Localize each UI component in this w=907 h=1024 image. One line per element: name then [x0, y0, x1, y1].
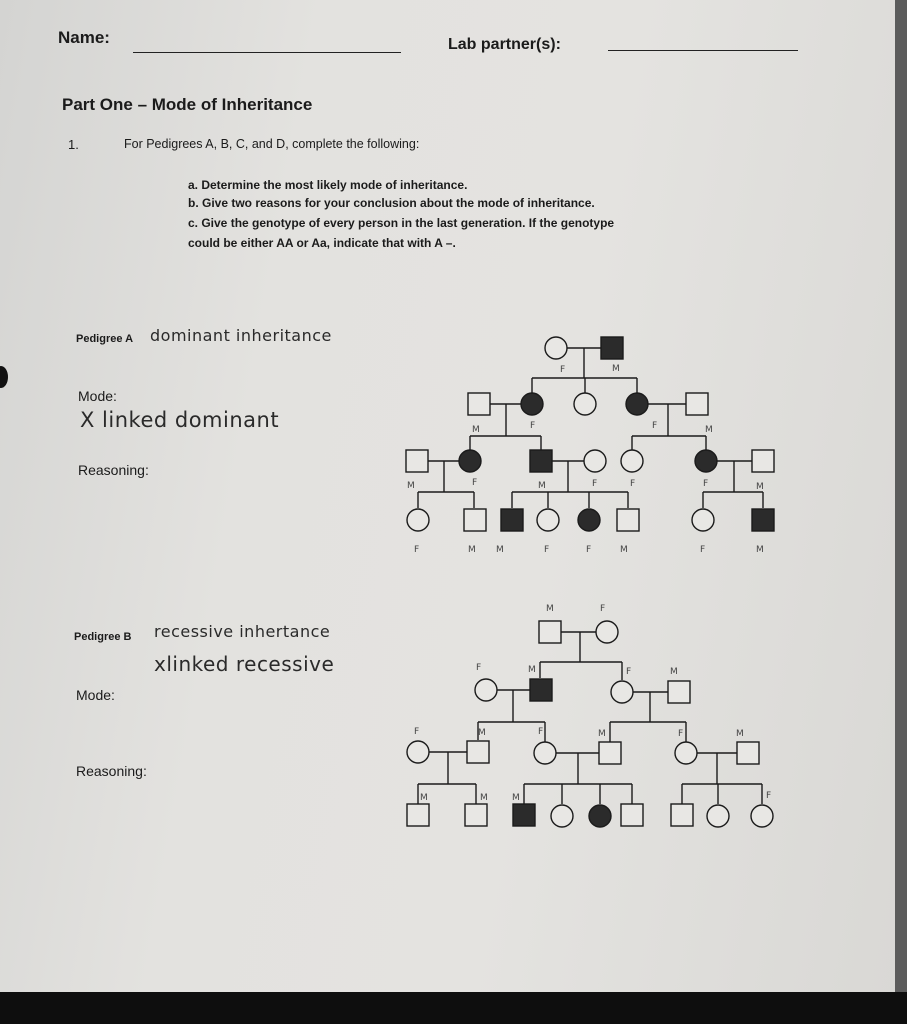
pa-g4-female2	[537, 509, 559, 531]
pa-ann-g1-m: M	[612, 364, 620, 374]
pa-g4-female1	[407, 509, 429, 531]
pb-ann-g4-f: F	[766, 791, 772, 801]
pa-ann-g3-f4: F	[703, 479, 709, 489]
pb-ann-g1-f: F	[600, 604, 606, 614]
pa-ann-g4-1: M	[468, 545, 476, 555]
pedigree-b-handwritten-answer: xlinked recessive	[154, 652, 335, 676]
pa-g3-female3	[621, 450, 643, 472]
pa-ann-g4-5: M	[620, 545, 628, 555]
pa-ann-g4-7: M	[756, 545, 764, 555]
pb-ann-g3-f3: F	[678, 729, 684, 739]
pa-g3-female1-affected	[459, 450, 481, 472]
pa-g4-male3	[617, 509, 639, 531]
pb-ann-g3-m3: M	[736, 729, 744, 739]
instruction-c-continued: could be either AA or Aa, indicate that with A –.	[188, 236, 456, 250]
pa-g4-female4	[692, 509, 714, 531]
pa-g2-female1-affected	[521, 393, 543, 415]
pb-g3-female2	[534, 742, 556, 764]
pa-ann-g3-m2: M	[538, 481, 546, 491]
pb-g4-female4	[751, 805, 773, 827]
pb-ann-g2-f1: F	[476, 663, 482, 673]
instruction-b: b. Give two reasons for your conclusion about the mode of inheritance.	[188, 196, 595, 210]
pa-ann-g4-3: F	[544, 545, 550, 555]
pb-g4-male3-affected	[513, 804, 535, 826]
pa-g3-female2	[584, 450, 606, 472]
pb-ann-g4-m1: M	[420, 793, 428, 803]
table-background	[0, 992, 907, 1024]
question-number: 1.	[68, 137, 79, 152]
instruction-a: a. Determine the most likely mode of inheritance.	[188, 178, 468, 192]
pb-ann-g3-m2: M	[598, 729, 606, 739]
pa-ann-g2-m1: M	[472, 425, 480, 435]
pa-g3-male3	[752, 450, 774, 472]
pa-g2-male1	[468, 393, 490, 415]
pb-g3-male2	[599, 742, 621, 764]
pedigree-b-mode-label: Mode:	[76, 687, 115, 703]
pa-g1-female	[545, 337, 567, 359]
pb-g2-male1-affected	[530, 679, 552, 701]
pa-ann-g2-f1: F	[530, 421, 536, 431]
pb-ann-g3-m1: M	[478, 728, 486, 738]
pb-g4-female2-affected	[589, 805, 611, 827]
pb-g3-male3	[737, 742, 759, 764]
pb-g1-female	[596, 621, 618, 643]
pb-ann-g2-m2: M	[670, 667, 678, 677]
pa-ann-g3-f3: F	[630, 479, 636, 489]
pa-g3-female4-affected	[695, 450, 717, 472]
pa-g1-male-affected	[601, 337, 623, 359]
pb-ann-g4-m3: M	[512, 793, 520, 803]
pb-g4-female3	[707, 805, 729, 827]
pa-g4-male1	[464, 509, 486, 531]
pedigree-a-mode-label: Mode:	[78, 388, 117, 404]
pa-g2-male2	[686, 393, 708, 415]
pedigree-a-handwritten-title: dominant inheritance	[150, 326, 332, 345]
pb-ann-g1-m: M	[546, 604, 554, 614]
pb-ann-g2-f2: F	[626, 667, 632, 677]
pb-g4-female1	[551, 805, 573, 827]
pb-g3-male1	[467, 741, 489, 763]
pa-g3-male2-affected	[530, 450, 552, 472]
question-text: For Pedigrees A, B, C, and D, complete the following:	[124, 137, 420, 151]
pb-ann-g3-f1: F	[414, 727, 420, 737]
lab-partner-label: Lab partner(s):	[448, 36, 561, 53]
pedigree-a-label: Pedigree A	[76, 333, 134, 345]
pa-ann-g4-2: M	[496, 545, 504, 555]
pb-g4-male2	[465, 804, 487, 826]
pa-g3-male1	[406, 450, 428, 472]
pb-g4-male1	[407, 804, 429, 826]
pedigree-b-handwritten-title: recessive inhertance	[154, 622, 331, 641]
name-label: Name:	[58, 28, 110, 47]
pb-g4-male4	[621, 804, 643, 826]
pa-ann-g2-m2: M	[705, 425, 713, 435]
pedigree-a-mode-answer: X linked dominant	[80, 408, 280, 432]
pa-ann-g1-f: F	[560, 365, 566, 375]
page-edge-shadow	[895, 0, 907, 1000]
part-title: Part One – Mode of Inheritance	[62, 95, 313, 114]
pb-ann-g3-f2: F	[538, 727, 544, 737]
pa-g2-female2	[574, 393, 596, 415]
pedigree-a-reasoning-label: Reasoning:	[78, 462, 149, 478]
pedigree-b-chart	[407, 621, 773, 827]
pa-g4-female3-affected	[578, 509, 600, 531]
pa-ann-g4-0: F	[414, 545, 420, 555]
pedigree-b-reasoning-label: Reasoning:	[76, 763, 147, 779]
pb-g3-female1	[407, 741, 429, 763]
pedigree-a-chart	[406, 337, 774, 531]
pa-ann-g4-6: F	[700, 545, 706, 555]
pb-ann-g2-m1: M	[528, 665, 536, 675]
pa-ann-g3-f2: F	[592, 479, 598, 489]
pa-ann-g3-m3: M	[756, 482, 764, 492]
pa-ann-g3-f1: F	[472, 478, 478, 488]
pb-g2-male2	[668, 681, 690, 703]
instruction-c: c. Give the genotype of every person in the last generation. If the genotype	[188, 216, 615, 230]
pa-ann-g3-m1: M	[407, 481, 415, 491]
pb-g1-male	[539, 621, 561, 643]
pb-g2-female2	[611, 681, 633, 703]
pa-g4-male2-affected	[501, 509, 523, 531]
pa-ann-g4-4: F	[586, 545, 592, 555]
pa-ann-g2-f2: F	[652, 421, 658, 431]
pb-g3-female3	[675, 742, 697, 764]
pb-ann-g4-m2: M	[480, 793, 488, 803]
pb-g4-male5	[671, 804, 693, 826]
pa-g2-female3-affected	[626, 393, 648, 415]
pedigree-b-label: Pedigree B	[74, 631, 132, 643]
pa-g4-male4-affected	[752, 509, 774, 531]
pb-g2-female1	[475, 679, 497, 701]
